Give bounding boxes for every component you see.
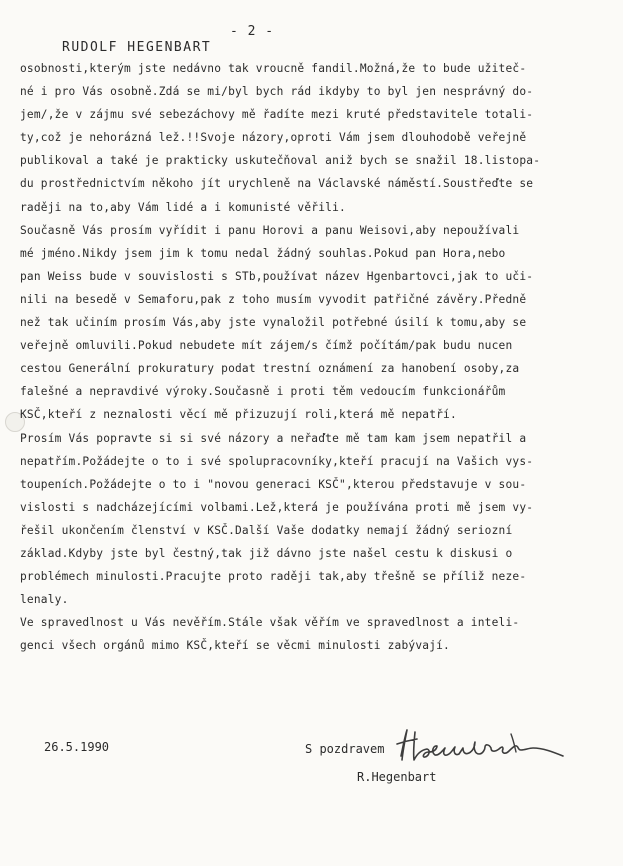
body-line: základ.Kdyby jste byl čestný,tak již dávno jste našel cestu k diskusi o bbox=[20, 546, 513, 560]
handwritten-signature bbox=[393, 722, 568, 772]
body-line: KSČ,kteří z neznalosti věcí mě přizuzují roli,která mě nepatří. bbox=[20, 408, 457, 422]
letter-body bbox=[20, 57, 615, 657]
body-line: né i pro Vás osobně.Zdá se mi/byl bych rád ikdyby to byl jen nesprávný do- bbox=[20, 85, 534, 99]
body-line: pan Weiss bude v souvislosti s STb,používat název Hgenbartovci,jak to uči- bbox=[20, 269, 534, 283]
closing-greeting: S pozdravem bbox=[305, 742, 385, 756]
body-line: osobnosti,kterým jste nedávno tak vroucně fandil.Možná,že to bude užiteč- bbox=[20, 62, 527, 75]
body-line: raději na to,aby Vám lidé a i komunisté věřili. bbox=[20, 200, 346, 214]
body-line: problémech minulosti.Pracujte proto raději tak,aby třešně se příliž neze- bbox=[20, 570, 527, 584]
body-line: mé jméno.Nikdy jsem jim k tomu nedal žádný souhlas.Pokud pan Hora,nebo bbox=[20, 246, 506, 260]
body-line: falešné a nepravdivé výroky.Současně i proti těm vedoucím funkcionářům bbox=[20, 385, 506, 399]
body-line: cestou Generální prokuratury podat trestní oznámení za hanobení osoby,za bbox=[20, 362, 520, 376]
body-line: publikoval a také je prakticky uskutečňoval aniž bych se snažil 18.listopa- bbox=[20, 154, 541, 168]
body-line: veřejně omluvili.Pokud nebudete mít zájem/s čímž počítám/pak budu nucen bbox=[20, 339, 513, 353]
body-line: toupeních.Požádejte o to i "novou generaci KSČ",kterou představuje v sou- bbox=[20, 477, 527, 491]
body-line: du prostřednictvím někoho jít urychleně na Václavské náměstí.Soustřeďte se bbox=[20, 177, 534, 191]
body-line: než tak učiním prosím Vás,aby jste vynaložil potřebné úsilí k tomu,aby se bbox=[20, 316, 527, 330]
body-line: lenaly. bbox=[20, 593, 69, 607]
body-line: řešil ukončením členství v KSČ.Další Vaše dodatky nemají žádný seriozní bbox=[20, 523, 513, 537]
letter-author: RUDOLF HEGENBART bbox=[62, 40, 212, 55]
body-line: genci všech orgánů mimo KSČ,kteří se věcmi minulosti zabývají. bbox=[20, 639, 450, 653]
body-line: Ve spravedlnost u Vás nevěřím.Stále však věřím ve spravedlnost a inteli- bbox=[20, 616, 520, 630]
body-line: Prosím Vás popravte si si své názory a neřaďte mě tam kam jsem nepatřil a bbox=[20, 431, 527, 445]
body-line: vislosti s nadcházejícími volbami.Lež,která je používána proti mě jsem vy- bbox=[20, 500, 534, 514]
body-line: Současně Vás prosím vyřídit i panu Horovi a panu Weisovi,aby nepoužívali bbox=[20, 223, 520, 237]
body-line: nepatřím.Požádejte o to i své spolupracovníky,kteří pracují na Vašich vys- bbox=[20, 454, 534, 468]
page-number: - 2 - bbox=[230, 24, 275, 39]
body-line: jem/,že v zájmu své sebezáchovy mě řadíte mezi kruté představitele totali- bbox=[20, 108, 534, 122]
body-line: nili na besedě v Semaforu,pak z toho musím vyvodit patřičné závěry.Předně bbox=[20, 292, 527, 306]
letter-date: 26.5.1990 bbox=[44, 740, 110, 754]
body-line: ty,což je nehorázná lež.!!Svoje názory,oproti Vám jsem dlouhodobě veřejně bbox=[20, 131, 527, 145]
typed-name: R.Hegenbart bbox=[357, 770, 437, 784]
